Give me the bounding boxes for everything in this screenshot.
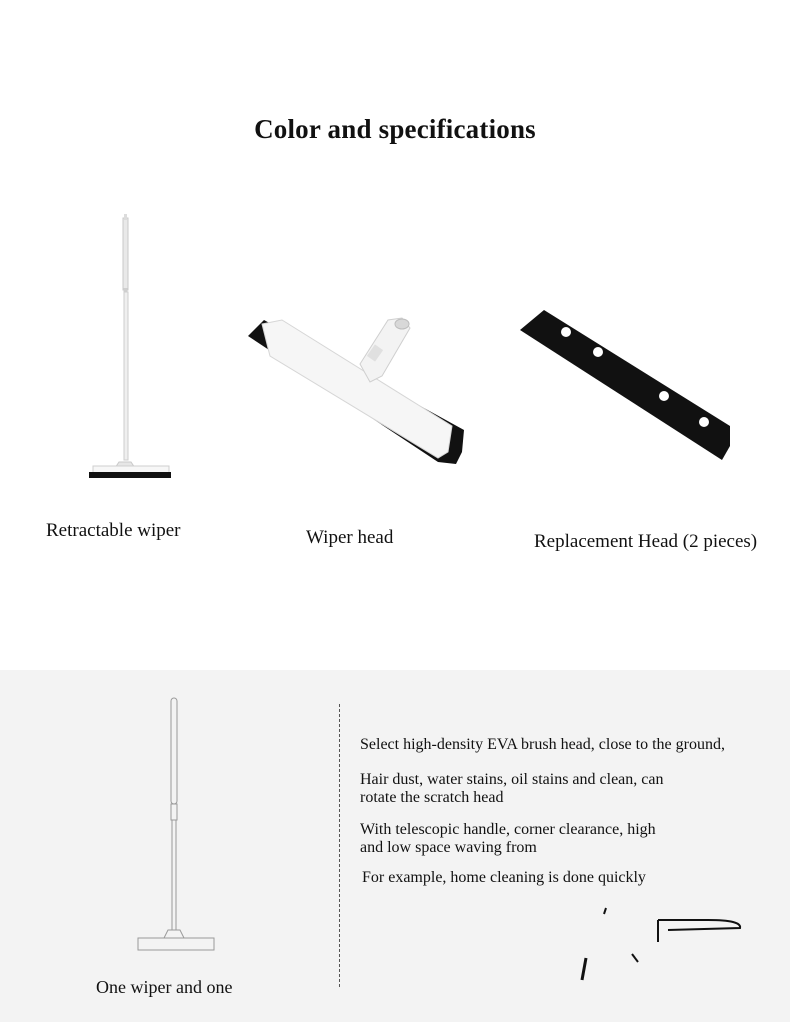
feature-line: With telescopic handle, corner clearance, high [360,821,656,838]
retractable-wiper-image [85,212,175,482]
replacement-head-image [516,306,736,466]
feature-line: Hair dust, water stains, oil stains and clean, can [360,771,664,788]
feature-rotate-head [360,771,663,807]
wiper-head-caption: Wiper head [306,527,394,548]
partial-wiper-graphic [578,906,748,982]
feature-panel [0,670,790,1022]
feature-brush-head [360,736,725,754]
package-caption: One wiper and one [96,977,233,997]
feature-home-cleaning [362,869,646,887]
replacement-head-caption: Replacement Head (2 pieces) [534,531,758,552]
feature-line: For example, home cleaning is done quickly [362,869,646,886]
feature-telescopic-handle [360,821,656,857]
panel-divider [339,704,340,987]
feature-line: and low space waving from [360,839,537,856]
feature-line: Select high-density EVA brush head, close to the ground, [360,736,725,753]
wiper-outline-image [134,694,220,956]
feature-line: rotate the scratch head [360,789,504,806]
retractable-wiper-caption: Retractable wiper [46,520,181,541]
wiper-head-image [242,312,468,474]
page-title: Color and specifications [254,114,536,144]
